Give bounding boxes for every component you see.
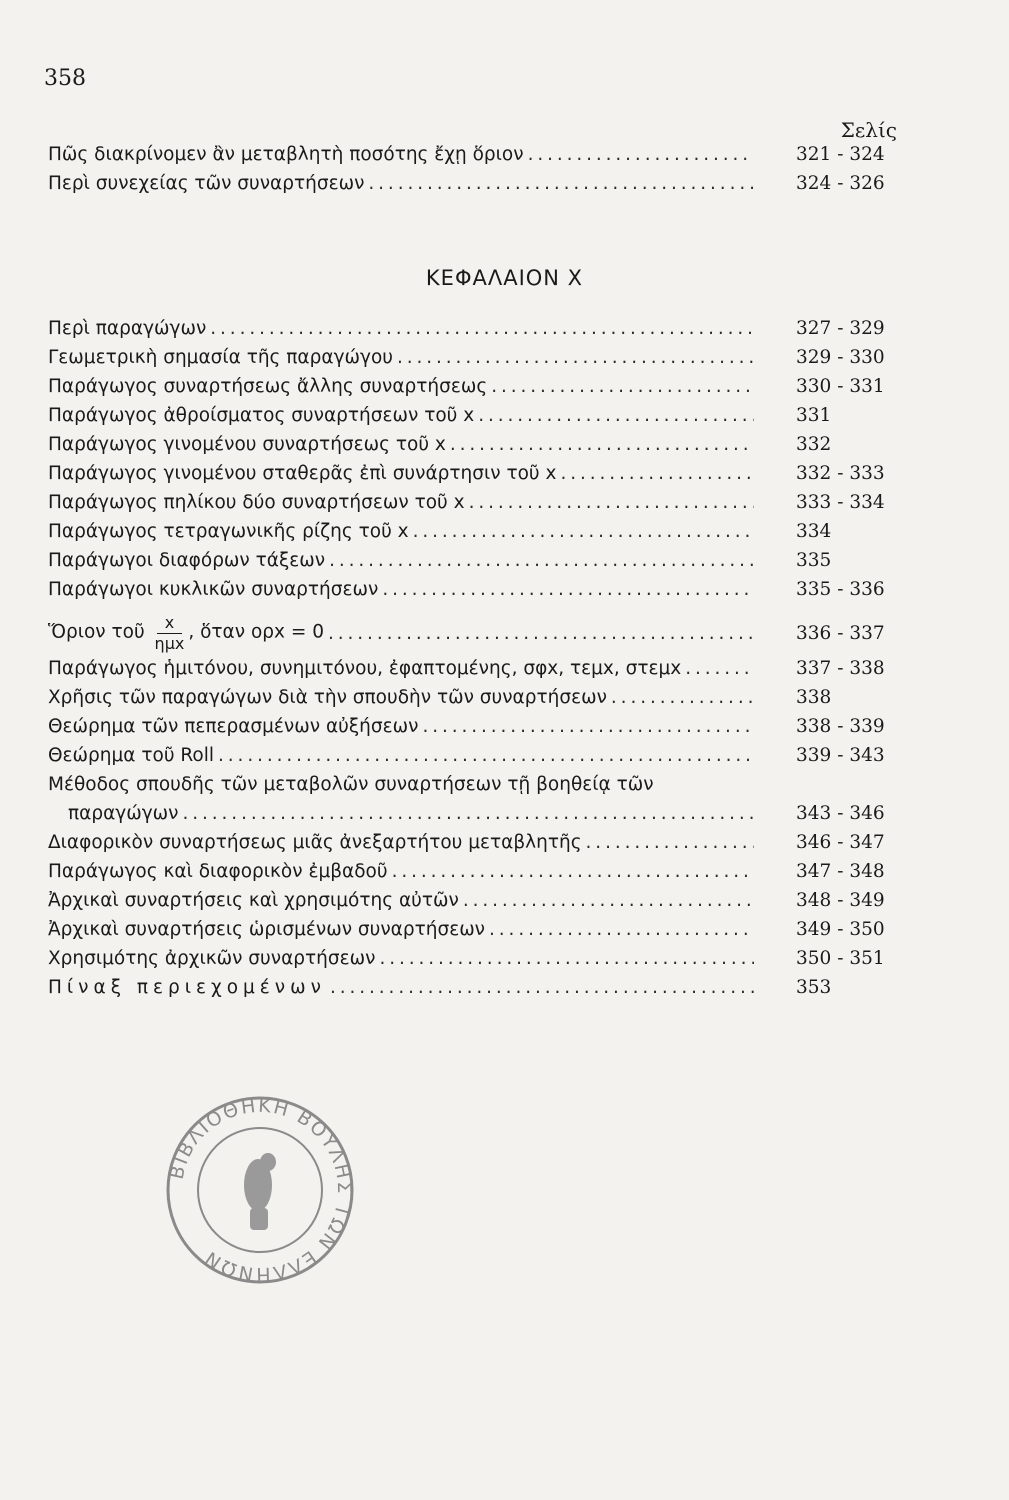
toc-row xyxy=(48,658,904,687)
stamp-text: ΒΙΒΛΙΟΘΗΚΗ ΒΟΥΛΗΣ ΤΩΝ ΕΛΛΗΝΩΝ xyxy=(165,1094,356,1286)
toc-row xyxy=(48,977,904,1006)
leader-dots xyxy=(469,492,754,513)
page-column-header: Σελίς xyxy=(840,118,897,142)
toc-row xyxy=(48,919,904,948)
toc-row xyxy=(48,550,904,579)
leader-dots xyxy=(330,977,754,998)
toc-row xyxy=(48,521,904,550)
toc-row xyxy=(48,774,904,803)
toc-row xyxy=(48,405,904,434)
fraction-denominator: ημx xyxy=(154,633,185,653)
toc-title: παραγώγων xyxy=(68,803,179,824)
toc-pages: 330 - 331 xyxy=(796,376,885,397)
toc-title: Θεώρημα τοῦ Roll xyxy=(48,745,215,766)
toc-title: Παράγωγος ἀθροίσματος συναρτήσεων τοῦ x xyxy=(48,405,475,426)
toc-pages: 335 xyxy=(796,550,832,571)
toc-pages: 338 - 339 xyxy=(796,716,885,737)
toc-row xyxy=(48,716,904,745)
toc-title: Πῶς διακρίνομεν ἂν μεταβλητὴ ποσότης ἔχῃ ὅριον xyxy=(48,144,524,165)
toc-title: Χρησιμότης ἀρχικῶν συναρτήσεων xyxy=(48,948,376,969)
leader-dots xyxy=(218,745,754,766)
toc-pages: 333 - 334 xyxy=(796,492,885,513)
leader-dots xyxy=(478,405,754,426)
toc-pages: 347 - 348 xyxy=(796,861,885,882)
leader-dots xyxy=(685,658,754,679)
limit-suffix: , ὅταν ορx = 0 xyxy=(188,622,325,643)
fraction-numerator: x xyxy=(157,613,182,633)
library-stamp xyxy=(160,1090,360,1290)
toc-title: Ἀρχικαὶ συναρτήσεις ὡρισμένων συναρτήσεων xyxy=(48,919,486,940)
toc-title: Παράγωγος γινομένου συναρτήσεως τοῦ x xyxy=(48,434,446,455)
leader-dots xyxy=(528,144,754,165)
toc-title: Παράγωγος γινομένου σταθερᾶς ἐπὶ συνάρτησιν τοῦ x xyxy=(48,463,557,484)
toc-row xyxy=(48,492,904,521)
toc-title: Περὶ συνεχείας τῶν συναρτήσεων xyxy=(48,173,365,194)
toc-pages: 321 - 324 xyxy=(796,144,885,165)
toc-title: Διαφορικὸν συναρτήσεως μιᾶς ἀνεξαρτήτου μεταβλητῆς xyxy=(48,832,582,853)
toc-title: Παράγωγοι διαφόρων τάξεων xyxy=(48,550,326,571)
toc-row xyxy=(48,890,904,919)
leader-dots xyxy=(382,579,754,600)
toc-row xyxy=(48,832,904,861)
toc-pages: 339 - 343 xyxy=(796,745,885,766)
toc-title: Χρῆσις τῶν παραγώγων διὰ τὴν σπουδὴν τῶν συναρτήσεων xyxy=(48,687,607,708)
toc-title: Παράγωγος τετραγωνικῆς ρίζης τοῦ x xyxy=(48,521,409,542)
toc-pages: 331 xyxy=(796,405,832,426)
toc-row-limit xyxy=(48,608,904,658)
toc-title: Περὶ παραγώγων xyxy=(48,318,207,339)
leader-dots xyxy=(489,919,754,940)
toc-pages: 336 - 337 xyxy=(796,622,885,644)
toc-row xyxy=(48,861,904,890)
leader-dots xyxy=(413,521,754,542)
leader-dots xyxy=(586,832,754,853)
toc-pages: 350 - 351 xyxy=(796,948,885,969)
toc-pages: 349 - 350 xyxy=(796,919,885,940)
toc-title xyxy=(48,613,328,652)
toc-row xyxy=(48,687,904,716)
leader-dots xyxy=(611,687,754,708)
toc-title: Πίναξ περιεχομένων xyxy=(48,977,326,998)
leader-dots xyxy=(463,890,754,911)
leader-dots xyxy=(328,623,754,644)
toc-title: Παράγωγοι κυκλικῶν συναρτήσεων xyxy=(48,579,379,600)
toc-title: Παράγωγος πηλίκου δύο συναρτήσεων τοῦ x xyxy=(48,492,465,513)
leader-dots xyxy=(560,463,754,484)
toc-row xyxy=(48,144,904,173)
toc-title: Παράγωγος καὶ διαφορικὸν ἐμβαδοῦ xyxy=(48,861,388,882)
leader-dots xyxy=(183,803,755,824)
limit-prefix: Ὅριον τοῦ xyxy=(48,622,145,643)
toc-title: Παράγωγος συναρτήσεως ἄλλης συναρτήσεως xyxy=(48,376,488,397)
toc-pages: 324 - 326 xyxy=(796,173,885,194)
toc-pages: 332 xyxy=(796,434,832,455)
toc-title: Παράγωγος ἡμιτόνου, συνημιτόνου, ἐφαπτομένης, σφx, τεμx, στεμx xyxy=(48,658,682,679)
toc-pages: 332 - 333 xyxy=(796,463,885,484)
toc-pages: 346 - 347 xyxy=(796,832,885,853)
toc-title: Θεώρημα τῶν πεπερασμένων αὐξήσεων xyxy=(48,716,419,737)
toc-row xyxy=(48,173,904,202)
toc-row xyxy=(48,463,904,492)
toc-pages: 353 xyxy=(796,977,832,998)
toc-main-list xyxy=(48,318,904,1006)
toc-pages: 348 - 349 xyxy=(796,890,885,911)
leader-dots xyxy=(491,376,754,397)
leader-dots xyxy=(210,318,754,339)
toc-pages: 338 xyxy=(796,687,832,708)
toc-pages: 334 xyxy=(796,521,832,542)
page-number: 358 xyxy=(44,66,86,91)
toc-pages: 335 - 336 xyxy=(796,579,885,600)
toc-row xyxy=(48,318,904,347)
fraction xyxy=(155,613,185,652)
toc-title: Γεωμετρικὴ σημασία τῆς παραγώγου xyxy=(48,347,393,368)
toc-pre-list xyxy=(48,144,904,202)
toc-title: Μέθοδος σπουδῆς τῶν μεταβολῶν συναρτήσεων τῇ βοηθείᾳ τῶν xyxy=(48,774,654,795)
leader-dots xyxy=(450,434,754,455)
toc-row xyxy=(48,347,904,376)
toc-pages: 327 - 329 xyxy=(796,318,885,339)
toc-row xyxy=(48,579,904,608)
toc-title: Ἀρχικαὶ συναρτήσεις καὶ χρησιμότης αὐτῶν xyxy=(48,890,459,911)
leader-dots xyxy=(422,716,754,737)
leader-dots xyxy=(368,173,754,194)
toc-row xyxy=(48,434,904,463)
toc-pages: 337 - 338 xyxy=(796,658,885,679)
toc-row xyxy=(48,376,904,405)
chapter-heading: ΚΕΦΑΛΑΙΟΝ Χ xyxy=(425,266,584,290)
stamp-emblem xyxy=(244,1153,276,1230)
leader-dots xyxy=(392,861,754,882)
leader-dots xyxy=(379,948,754,969)
toc-pages: 343 - 346 xyxy=(796,803,885,824)
leader-dots xyxy=(329,550,754,571)
toc-row xyxy=(48,948,904,977)
leader-dots xyxy=(397,347,754,368)
toc-pages: 329 - 330 xyxy=(796,347,885,368)
toc-row xyxy=(48,745,904,774)
toc-row xyxy=(48,803,904,832)
